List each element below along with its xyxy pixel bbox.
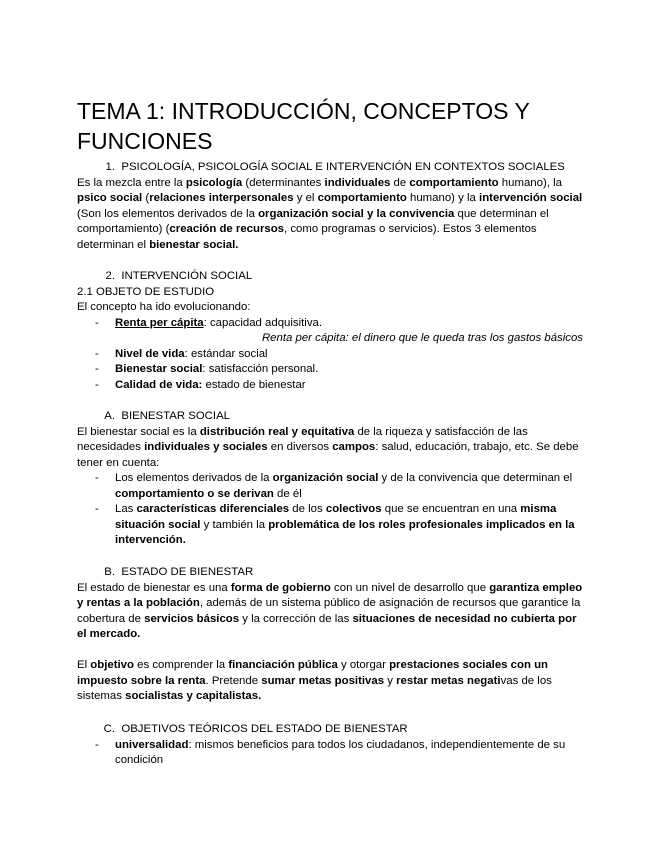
- section-1-heading: [77, 160, 583, 176]
- section-c-heading: [77, 722, 583, 738]
- section-a-list: [77, 471, 583, 549]
- section-a-number: A.: [104, 410, 115, 422]
- subsection-title: 2.1 OBJETO DE ESTUDIO: [77, 285, 215, 298]
- section-2-heading-text: INTERVENCIÓN SOCIAL: [121, 270, 253, 282]
- list-item: - Nivel de vida: estándar social: [77, 347, 583, 363]
- section-1-heading-text: PSICOLOGÍA, PSICOLOGÍA SOCIAL E INTERVENCIÓN EN CONTEXTOS SOCIALES: [121, 161, 565, 173]
- list-item: - Las características diferenciales de los colectivos que se encuentran en una misma situación social y también la problemática de los roles profesionales implicados en la intervención.: [77, 502, 583, 549]
- section-1: [77, 160, 583, 253]
- section-a-heading: [77, 409, 583, 425]
- section-b-number: B.: [104, 566, 115, 578]
- concept-list: [77, 316, 583, 332]
- section-c: [77, 722, 583, 769]
- section-c-heading-text: OBJETIVOS TEÓRICOS DEL ESTADO DE BIENESTAR: [121, 723, 408, 735]
- section-2: [77, 269, 583, 393]
- margin-note: Renta per cápita: el dinero que le queda tras los gastos básicos: [261, 332, 583, 344]
- section-2-intro: El concepto ha ido evolucionando:: [77, 301, 251, 313]
- section-b-paragraph-2: El objetivo es comprender la financiación pública y otorgar prestaciones sociales con un impuesto sobre la renta. Pretende sumar metas positivas y restar metas negativas de los sistemas socialistas y capitalistas.: [77, 659, 552, 702]
- section-1-paragraph: Es la mezcla entre la psicología (determinantes individuales de comportamiento humano), la psico social (relaciones interpersonales y el comportamiento humano) y la intervención social (Son los elementos derivados de la organización social y la convivencia que determinan el comportamiento) (creación de recursos, como programas o servicios). Estos 3 elementos determinan el bienestar social.: [77, 176, 583, 251]
- section-a: [77, 409, 583, 549]
- document-title: TEMA 1: INTRODUCCIÓN, CONCEPTOS Y FUNCIONES: [77, 98, 530, 154]
- section-c-number: C.: [103, 723, 115, 735]
- list-item: - Bienestar social: satisfacción personal.: [77, 362, 583, 378]
- section-2-heading: [77, 269, 583, 285]
- concept-list-continued: [77, 347, 583, 394]
- list-item: - Renta per cápita: capacidad adquisitiva.: [77, 316, 583, 332]
- section-b-heading: [77, 565, 583, 581]
- section-b-paragraph-1: El estado de bienestar es una forma de gobierno con un nivel de desarrollo que garantiza empleo y rentas a la población, además de un sistema público de asignación de recursos que garantice la cobertura de servicios básicos y la corrección de las situaciones de necesidad no cubierta por el mercado.: [77, 581, 583, 640]
- section-a-paragraph: El bienestar social es la distribución real y equitativa de la riqueza y satisfacción de las necesidades individuales y sociales en diversos campos: salud, educación, trabajo, etc. Se debe tener en cuenta:: [77, 425, 579, 469]
- section-2-number: 2.: [105, 270, 115, 282]
- section-1-number: 1.: [105, 161, 115, 173]
- section-b-heading-text: ESTADO DE BIENESTAR: [121, 566, 254, 578]
- list-item: - Calidad de vida: estado de bienestar: [77, 378, 583, 394]
- section-a-heading-text: BIENESTAR SOCIAL: [121, 410, 231, 422]
- list-item: - universalidad: mismos beneficios para todos los ciudadanos, independientemente de su condición: [77, 738, 583, 769]
- section-b: [77, 565, 583, 705]
- section-c-list: [77, 738, 583, 769]
- list-item: - Los elementos derivados de la organización social y de la convivencia que determinan el comportamiento o se derivan de él: [77, 471, 583, 502]
